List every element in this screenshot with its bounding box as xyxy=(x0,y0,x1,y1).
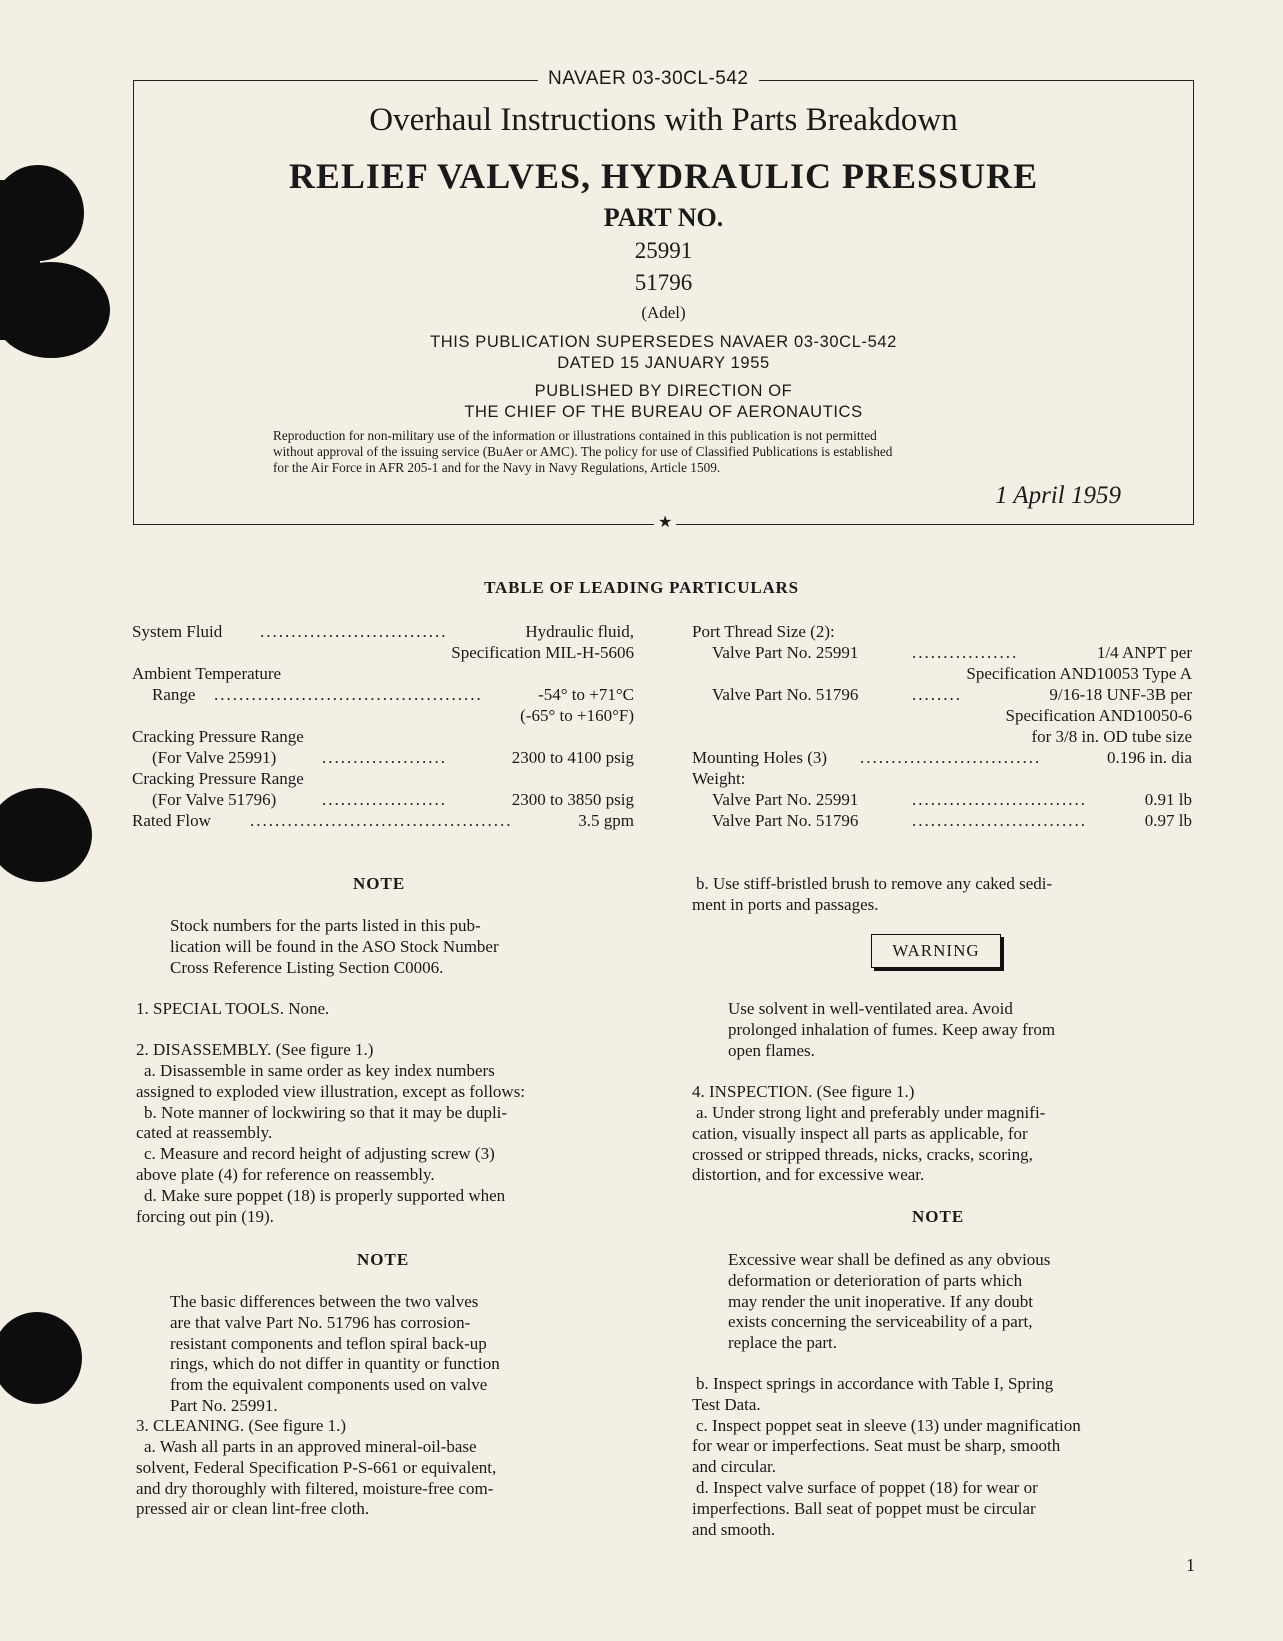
document-title: RELIEF VALVES, HYDRAULIC PRESSURE xyxy=(288,156,1039,196)
supersedes-date: DATED 15 JANUARY 1955 xyxy=(557,354,770,372)
particular-row: (For Valve 51796) .................... 2300 to 3850 psig xyxy=(152,790,634,809)
star-icon: ★ xyxy=(654,512,676,532)
section-cleaning-heading: 3. CLEANING. (See figure 1.) xyxy=(136,1416,347,1435)
particular-row: Rated Flow .......................................... 3.5 gpm xyxy=(132,811,634,830)
particular-row: Range ........................................... -54° to +71°C xyxy=(152,685,634,704)
binder-hole xyxy=(0,262,110,358)
warning-label: WARNING xyxy=(871,934,1001,968)
particular-value: Specification AND10050-6 xyxy=(1005,706,1192,725)
particular-label: Cracking Pressure Range xyxy=(132,769,304,788)
particular-label: Port Thread Size (2): xyxy=(692,622,835,641)
page-number: 1 xyxy=(1186,1555,1195,1575)
section-special-tools: 1. SPECIAL TOOLS. None. xyxy=(136,999,330,1018)
note-text: Stock numbers for the parts listed in this pub- lication will be found in the ASO Stock Number Cross Reference Listing Section C0006. xyxy=(170,916,499,977)
binder-hole xyxy=(0,1312,82,1404)
particular-value: Specification AND10053 Type A xyxy=(966,664,1192,683)
inspection-step-a: a. Under strong light and preferably under magnifi- cation, visually inspect all parts as applicable, for crossed or stripped threads, nicks, cracks, scoring, distortion, and for excessive wear. xyxy=(692,1103,1046,1185)
particular-row: Valve Part No. 51796 ........ 9/16-18 UNF-3B per xyxy=(712,685,1192,704)
particular-row: System Fluid .............................. Hydraulic fluid, xyxy=(132,622,634,641)
note-heading: NOTE xyxy=(353,874,406,893)
particular-value: for 3/8 in. OD tube size xyxy=(1031,727,1192,746)
particular-row: (For Valve 25991) .................... 2300 to 4100 psig xyxy=(152,748,634,767)
part-number: 25991 xyxy=(634,238,693,263)
note-heading: NOTE xyxy=(357,1250,410,1269)
warning-text: Use solvent in well-ventilated area. Avoid prolonged inhalation of fumes. Keep away from open flames. xyxy=(728,999,1056,1060)
particular-label: Cracking Pressure Range xyxy=(132,727,304,746)
particular-row: Valve Part No. 51796 ............................ 0.97 lb xyxy=(712,811,1192,830)
cleaning-step-b: b. Use stiff-bristled brush to remove any caked sedi- ment in ports and passages. xyxy=(692,874,1053,914)
published-authority: THE CHIEF OF THE BUREAU OF AERONAUTICS xyxy=(464,403,863,421)
part-number: 51796 xyxy=(634,270,693,295)
reproduction-notice: Reproduction for non-military use of the information or illustrations contained in this publication is not permitted without approval of the issuing service (BuAer or AMC). The policy for use of Classified Publications is established for the Air Force in AFR 205-1 and for the Navy in Navy Regulations, Article 1509. xyxy=(273,428,893,475)
publication-date: 1 April 1959 xyxy=(995,482,1121,509)
particular-row: Valve Part No. 25991 ................. 1/4 ANPT per xyxy=(712,643,1192,662)
note-text: The basic differences between the two valves are that valve Part No. 51796 has corrosion- resistant components and teflon spiral back-up rings, which do not differ in quantity or function from the equivalent components used on valve Part No. 25991. xyxy=(170,1292,500,1415)
document-number: NAVAER 03-30CL-542 xyxy=(538,68,759,90)
particular-row: Valve Part No. 25991 ............................ 0.91 lb xyxy=(712,790,1192,809)
table-title: TABLE OF LEADING PARTICULARS xyxy=(484,578,799,597)
inspection-steps: b. Inspect springs in accordance with Table I, Spring Test Data. c. Inspect poppet seat in sleeve (13) under magnification for wear or imperfections. Seat must be sharp, smooth and circular. d. Inspect valve surface of poppet (18) for wear or imperfections. Ball seat of poppet must be circular and smooth. xyxy=(692,1374,1081,1539)
cleaning-steps: a. Wash all parts in an approved mineral-oil-base solvent, Federal Specification P-S-661 or equivalent, and dry thoroughly with filtered, moisture-free com- pressed air or clean lint-free cloth. xyxy=(136,1437,497,1519)
supersedes-notice: THIS PUBLICATION SUPERSEDES NAVAER 03-30CL-542 xyxy=(430,333,897,351)
section-inspection-heading: 4. INSPECTION. (See figure 1.) xyxy=(692,1082,915,1101)
particular-value: (-65° to +160°F) xyxy=(520,706,634,725)
part-number-label: PART NO. xyxy=(603,203,724,232)
particular-label: Weight: xyxy=(692,769,746,788)
note-text: Excessive wear shall be defined as any obvious deformation or deterioration of parts which may render the unit inoperative. If any doubt exists concerning the serviceability of a part, replace the part. xyxy=(728,1250,1051,1353)
particular-label: Ambient Temperature xyxy=(132,664,282,683)
binder-hole xyxy=(0,788,92,882)
note-heading: NOTE xyxy=(912,1207,965,1226)
disassembly-steps: a. Disassemble in same order as key index numbers assigned to exploded view illustration, except as follows: b. Note manner of lockwiring so that it may be dupli- cated at reassembly. c. Measure and record height of adjusting screw (3) above plate (4) for reference on reassembly. d. Make sure poppet (18) is properly supported when forcing out pin (19). xyxy=(136,1061,526,1226)
section-disassembly-heading: 2. DISASSEMBLY. (See figure 1.) xyxy=(136,1040,374,1059)
published-by: PUBLISHED BY DIRECTION OF xyxy=(534,382,793,400)
particular-row: Mounting Holes (3) ............................. 0.196 in. dia xyxy=(692,748,1192,767)
manufacturer: (Adel) xyxy=(641,303,686,322)
document-subtitle: Overhaul Instructions with Parts Breakdown xyxy=(369,102,958,138)
particular-value: Specification MIL-H-5606 xyxy=(451,643,634,662)
